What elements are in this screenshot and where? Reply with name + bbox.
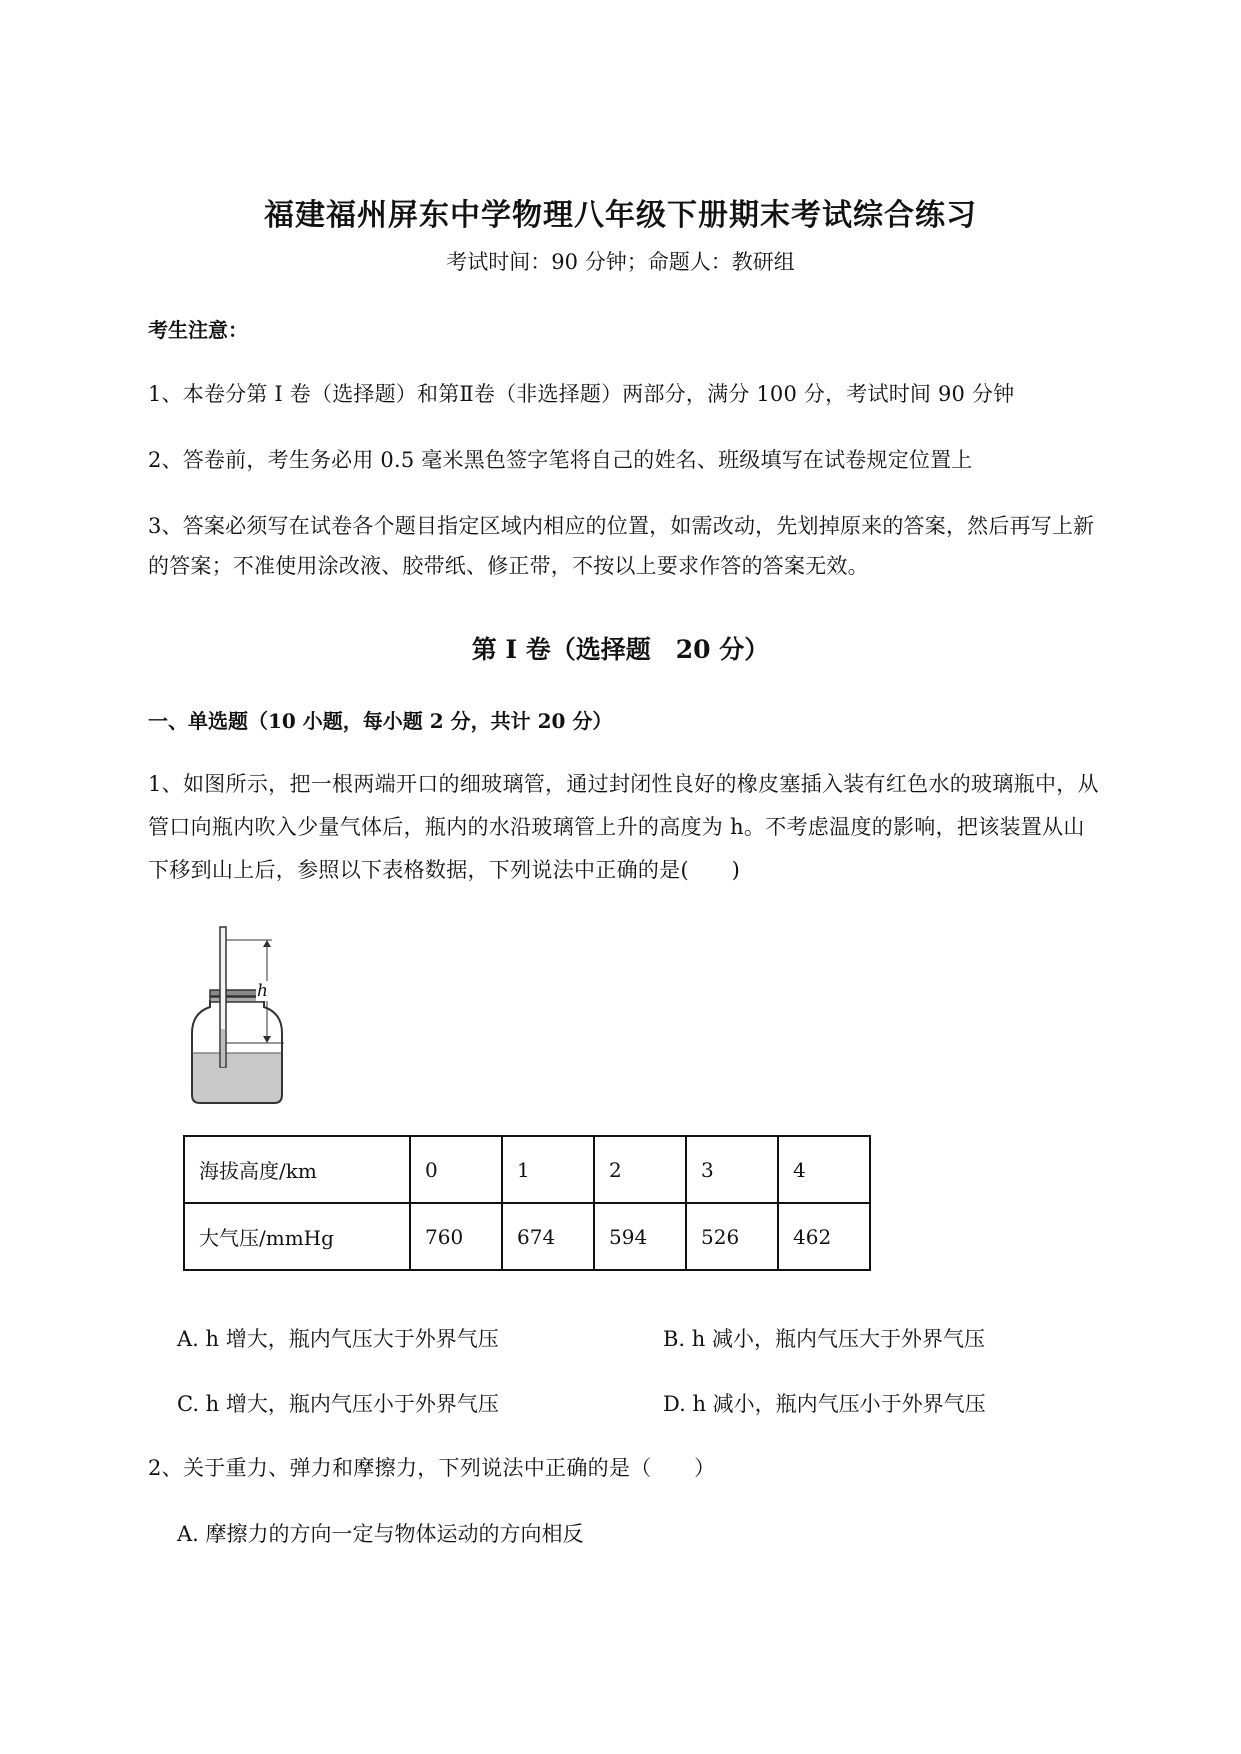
bottle-figure <box>180 925 300 1110</box>
table-header-cell: 海拔高度/km <box>184 1136 410 1203</box>
notice-item-3: 3、答案必须写在试卷各个题目指定区域内相应的位置，如需改动，先划掉原来的答案，然后再写上新 <box>148 514 1095 538</box>
question-1-line-1: 1、如图所示，把一根两端开口的细玻璃管，通过封闭性良好的橡皮塞插入装有红色水的玻璃瓶中，从 <box>148 772 1099 796</box>
table-header-cell: 大气压/mmHg <box>184 1203 410 1270</box>
exam-subtitle: 考试时间：90 分钟；命题人：教研组 <box>446 250 795 274</box>
page-title: 福建福州屏东中学物理八年级下册期末考试综合练习 <box>264 198 977 233</box>
table-cell: 594 <box>594 1203 686 1270</box>
altitude-pressure-table <box>183 1135 871 1271</box>
part-heading: 一、单选题（10 小题，每小题 2 分，共计 20 分） <box>148 709 613 733</box>
figure-height-label: h <box>257 981 268 1001</box>
table-cell: 3 <box>686 1136 778 1203</box>
notice-item-1: 1、本卷分第 I 卷（选择题）和第Ⅱ卷（非选择题）两部分，满分 100 分，考试时间 90 分钟 <box>148 382 1015 406</box>
option-a[interactable]: A. h 增大，瓶内气压大于外界气压 <box>177 1327 499 1351</box>
section-title: 第 I 卷（选择题 20 分） <box>471 635 770 664</box>
table-cell: 674 <box>502 1203 594 1270</box>
option-d[interactable]: D. h 减小，瓶内气压小于外界气压 <box>663 1392 986 1416</box>
table-cell: 2 <box>594 1136 686 1203</box>
table-row <box>184 1203 870 1270</box>
notice-item-3-continued: 的答案；不准使用涂改液、胶带纸、修正带，不按以上要求作答的答案无效。 <box>148 554 869 578</box>
table-row <box>184 1136 870 1203</box>
table-cell: 462 <box>778 1203 870 1270</box>
table-cell: 1 <box>502 1136 594 1203</box>
table-cell: 0 <box>410 1136 502 1203</box>
notice-heading: 考生注意： <box>148 318 248 342</box>
question-2-option-a[interactable]: A. 摩擦力的方向一定与物体运动的方向相反 <box>177 1522 584 1546</box>
question-1-line-3: 下移到山上后，参照以下表格数据，下列说法中正确的是( ) <box>148 858 741 882</box>
table-cell: 526 <box>686 1203 778 1270</box>
table-cell: 4 <box>778 1136 870 1203</box>
option-b[interactable]: B. h 减小，瓶内气压大于外界气压 <box>663 1327 985 1351</box>
question-1-line-2: 管口向瓶内吹入少量气体后，瓶内的水沿玻璃管上升的高度为 h。不考虑温度的影响，把该装置从山 <box>148 815 1085 839</box>
bottle-illustration <box>180 925 300 1110</box>
option-c[interactable]: C. h 增大，瓶内气压小于外界气压 <box>177 1392 499 1416</box>
notice-item-2: 2、答卷前，考生务必用 0.5 毫米黑色签字笔将自己的姓名、班级填写在试卷规定位置上 <box>148 448 973 472</box>
table-cell: 760 <box>410 1203 502 1270</box>
question-2-stem: 2、关于重力、弹力和摩擦力，下列说法中正确的是（ ） <box>148 1456 716 1480</box>
